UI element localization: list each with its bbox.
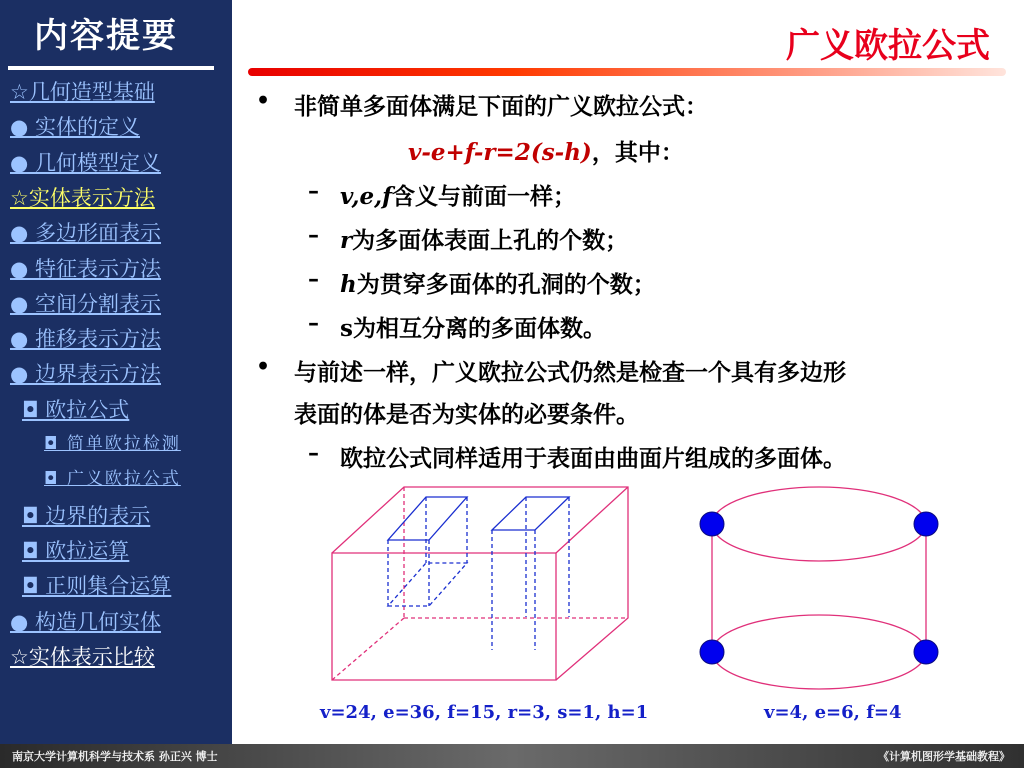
box-hidden-edges — [332, 487, 628, 680]
sub-item-h-var: h — [340, 271, 357, 298]
hole-2-top — [492, 497, 569, 530]
box-front-face — [332, 553, 556, 680]
vertex-bottom-right — [914, 640, 938, 664]
left-figure-caption: v=24, e=36, f=15, r=3, s=1, h=1 — [320, 702, 649, 723]
bullet-marker: • — [256, 354, 271, 380]
formula-tail: ，其中： — [591, 139, 684, 166]
vertices — [700, 512, 938, 664]
sub-item-h-text: 为贯穿多面体的孔洞的个数； — [356, 271, 656, 298]
dash-marker: – — [308, 440, 319, 466]
hole-1-hidden — [388, 497, 467, 606]
dash-marker: – — [308, 222, 319, 248]
sub-item-vef — [340, 178, 576, 211]
sidebar-title-rule — [8, 66, 214, 70]
sidebar — [0, 0, 232, 744]
sidebar-nav-item[interactable]: ◘ 简单欧拉检测 — [44, 434, 181, 454]
sidebar-nav-item[interactable]: ● 推移表示方法 — [10, 327, 161, 352]
vertex-top-left — [700, 512, 724, 536]
box-top-right-edges — [332, 487, 628, 680]
sidebar-nav-item[interactable]: ● 特征表示方法 — [10, 256, 161, 281]
box-edges — [332, 487, 628, 680]
sub-item-s-text: 为相互分离的多面体数。 — [352, 315, 606, 342]
bullet-2-line-2: 表面的体是否为实体的必要条件。 — [294, 401, 639, 428]
vertex-top-right — [914, 512, 938, 536]
footer-bar — [0, 744, 1024, 768]
page-title: 广义欧拉公式 — [786, 26, 990, 66]
bullet-marker: • — [256, 88, 271, 114]
footer-author: 南京大学计算机科学与技术系 孙正兴 博士 — [12, 750, 218, 763]
euler-formula: v-e+f-r=2(s-h) — [408, 139, 592, 166]
sub-item-s-var: s — [340, 315, 353, 342]
sidebar-nav-item[interactable]: ☆实体表示比较 — [10, 644, 155, 669]
vertex-bottom-left — [700, 640, 724, 664]
box-top-front-right-edge — [556, 487, 628, 553]
sidebar-nav-item[interactable]: ● 实体的定义 — [10, 115, 140, 140]
bullet-2-line-1: 与前述一样，广义欧拉公式仍然是检查一个具有多边形 — [294, 359, 846, 386]
footer-book-title: 《计算机图形学基础教程》 — [878, 750, 1010, 763]
sub-item-r — [340, 222, 628, 255]
sidebar-nav-item[interactable]: ◘ 广义欧拉公式 — [44, 469, 181, 490]
sub-item-vef-vars: v,e,f — [340, 183, 393, 210]
sub-item-r-var: r — [340, 227, 353, 254]
hole-2-hidden — [492, 497, 569, 650]
sidebar-title: 内容提要 — [34, 16, 178, 56]
sidebar-nav-item[interactable]: ◘ 欧拉运算 — [22, 538, 130, 563]
sidebar-nav-item[interactable]: ☆几何造型基础 — [10, 80, 155, 104]
dash-marker: – — [308, 178, 319, 204]
sub-item-h — [340, 266, 656, 299]
sidebar-nav-item[interactable]: ● 构造几何实体 — [10, 609, 161, 634]
sub-item-s — [340, 310, 606, 343]
sidebar-nav-item[interactable]: ● 边界表示方法 — [10, 362, 161, 387]
sidebar-nav-item[interactable]: ● 空间分割表示 — [10, 291, 161, 316]
dash-marker: – — [308, 266, 319, 292]
two-loop-figure — [700, 487, 938, 689]
sub-item-r-text: 为多面体表面上孔的个数； — [352, 227, 629, 254]
sidebar-nav-item[interactable]: ◘ 边界的表示 — [22, 503, 151, 528]
title-underline-bar — [248, 68, 1006, 76]
bottom-ellipse — [712, 615, 926, 689]
top-ellipse — [712, 487, 926, 561]
sidebar-nav-item[interactable]: ● 几何模型定义 — [10, 150, 161, 175]
right-figure-caption: v=4, e=6, f=4 — [764, 702, 902, 723]
formula-line — [408, 134, 684, 167]
sidebar-nav-item[interactable]: ☆实体表示方法 — [10, 185, 155, 210]
box-with-holes-figure — [332, 487, 628, 680]
bullet-1-text: 非简单多面体满足下面的广义欧拉公式： — [294, 93, 708, 120]
sidebar-nav-item[interactable]: ◘ 正则集合运算 — [22, 574, 172, 599]
sub-item-surface: 欧拉公式同样适用于表面由曲面片组成的多面体。 — [340, 445, 846, 472]
hole-1-top — [388, 497, 467, 540]
sidebar-nav-item[interactable]: ◘ 欧拉公式 — [22, 397, 130, 422]
sidebar-nav-item[interactable]: ● 多边形面表示 — [10, 221, 161, 246]
dash-marker: – — [308, 310, 319, 336]
sub-item-vef-text: 含义与前面一样； — [392, 183, 577, 210]
